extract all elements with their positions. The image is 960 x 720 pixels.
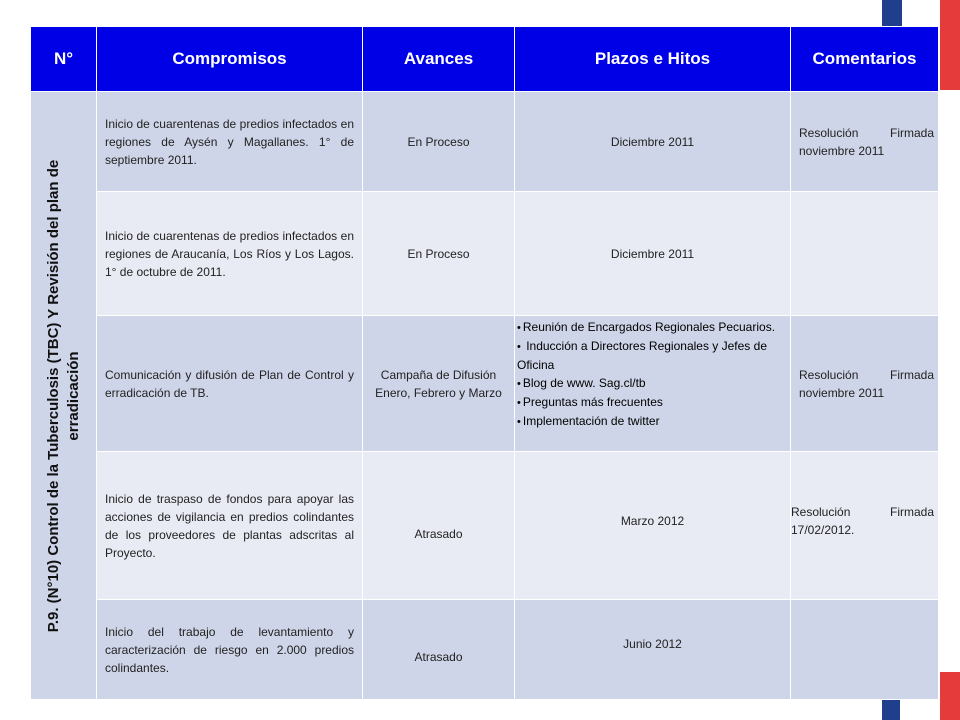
corner-bar-red-bottom: [940, 672, 960, 720]
plazo-cell: Diciembre 2011: [515, 92, 791, 192]
list-item: • Inducción a Directores Regionales y Jefes de Oficina: [517, 337, 788, 374]
header-compromisos: Compromisos: [97, 27, 363, 92]
list-item: • Blog de www. Sag.cl/tb: [517, 374, 788, 393]
header-comentarios: Comentarios: [791, 27, 939, 92]
plazo-bullet-list: [517, 318, 788, 431]
plazo-bullets-cell: [515, 316, 791, 452]
compromiso-cell: Inicio de cuarentenas de predios infectados en regiones de Araucanía, Los Ríos y Los Lagos. 1° de octubre de 2011.: [97, 192, 363, 316]
compromiso-cell: Inicio de traspaso de fondos para apoyar las acciones de vigilancia en predios colindantes de los proveedores de plantas adscritas al Proyecto.: [97, 452, 363, 600]
avance-cell: En Proceso: [363, 192, 515, 316]
comentario-cell: Resolución Firmada 17/02/2012.: [791, 452, 939, 600]
comentario-cell: Resolución Firmada noviembre 2011: [791, 316, 939, 452]
plazo-cell: Junio 2012: [515, 600, 791, 700]
table-row: [31, 92, 939, 192]
list-item: • Reunión de Encargados Regionales Pecuarios.: [517, 318, 788, 337]
corner-bar-blue-top: [882, 0, 902, 26]
commitments-table: [30, 26, 939, 700]
compromiso-cell: Comunicación y difusión de Plan de Control y erradicación de TB.: [97, 316, 363, 452]
corner-bar-red-top: [940, 0, 960, 90]
avance-cell: En Proceso: [363, 92, 515, 192]
avance-cell: Atrasado: [363, 452, 515, 600]
avance-cell: Campaña de Difusión Enero, Febrero y Marzo: [363, 316, 515, 452]
comentario-cell: Resolución Firmada noviembre 2011: [791, 92, 939, 192]
header-avances: Avances: [363, 27, 515, 92]
plazo-cell: Marzo 2012: [515, 452, 791, 600]
list-item: • Preguntas más frecuentes: [517, 393, 788, 412]
comentario-cell: [791, 192, 939, 316]
header-row: [31, 27, 939, 92]
side-label-cell: [31, 92, 97, 700]
compromiso-cell: Inicio de cuarentenas de predios infectados en regiones de Aysén y Magallanes. 1° de septiembre 2011.: [97, 92, 363, 192]
comentario-cell: [791, 600, 939, 700]
table-row: [31, 192, 939, 316]
side-label: P.9. (N°10) Control de la Tuberculosis (TBC) Y Revisión del plan de erradicación: [44, 159, 82, 632]
list-item: • Implementación de twitter: [517, 412, 788, 431]
plazo-cell: Diciembre 2011: [515, 192, 791, 316]
header-plazos: Plazos e Hitos: [515, 27, 791, 92]
table-row: [31, 316, 939, 452]
compromiso-cell: Inicio del trabajo de levantamiento y caracterización de riesgo en 2.000 predios colindantes.: [97, 600, 363, 700]
avance-cell: Atrasado: [363, 600, 515, 700]
header-number: N°: [31, 27, 97, 92]
table-row: [31, 600, 939, 700]
table-row: [31, 452, 939, 600]
